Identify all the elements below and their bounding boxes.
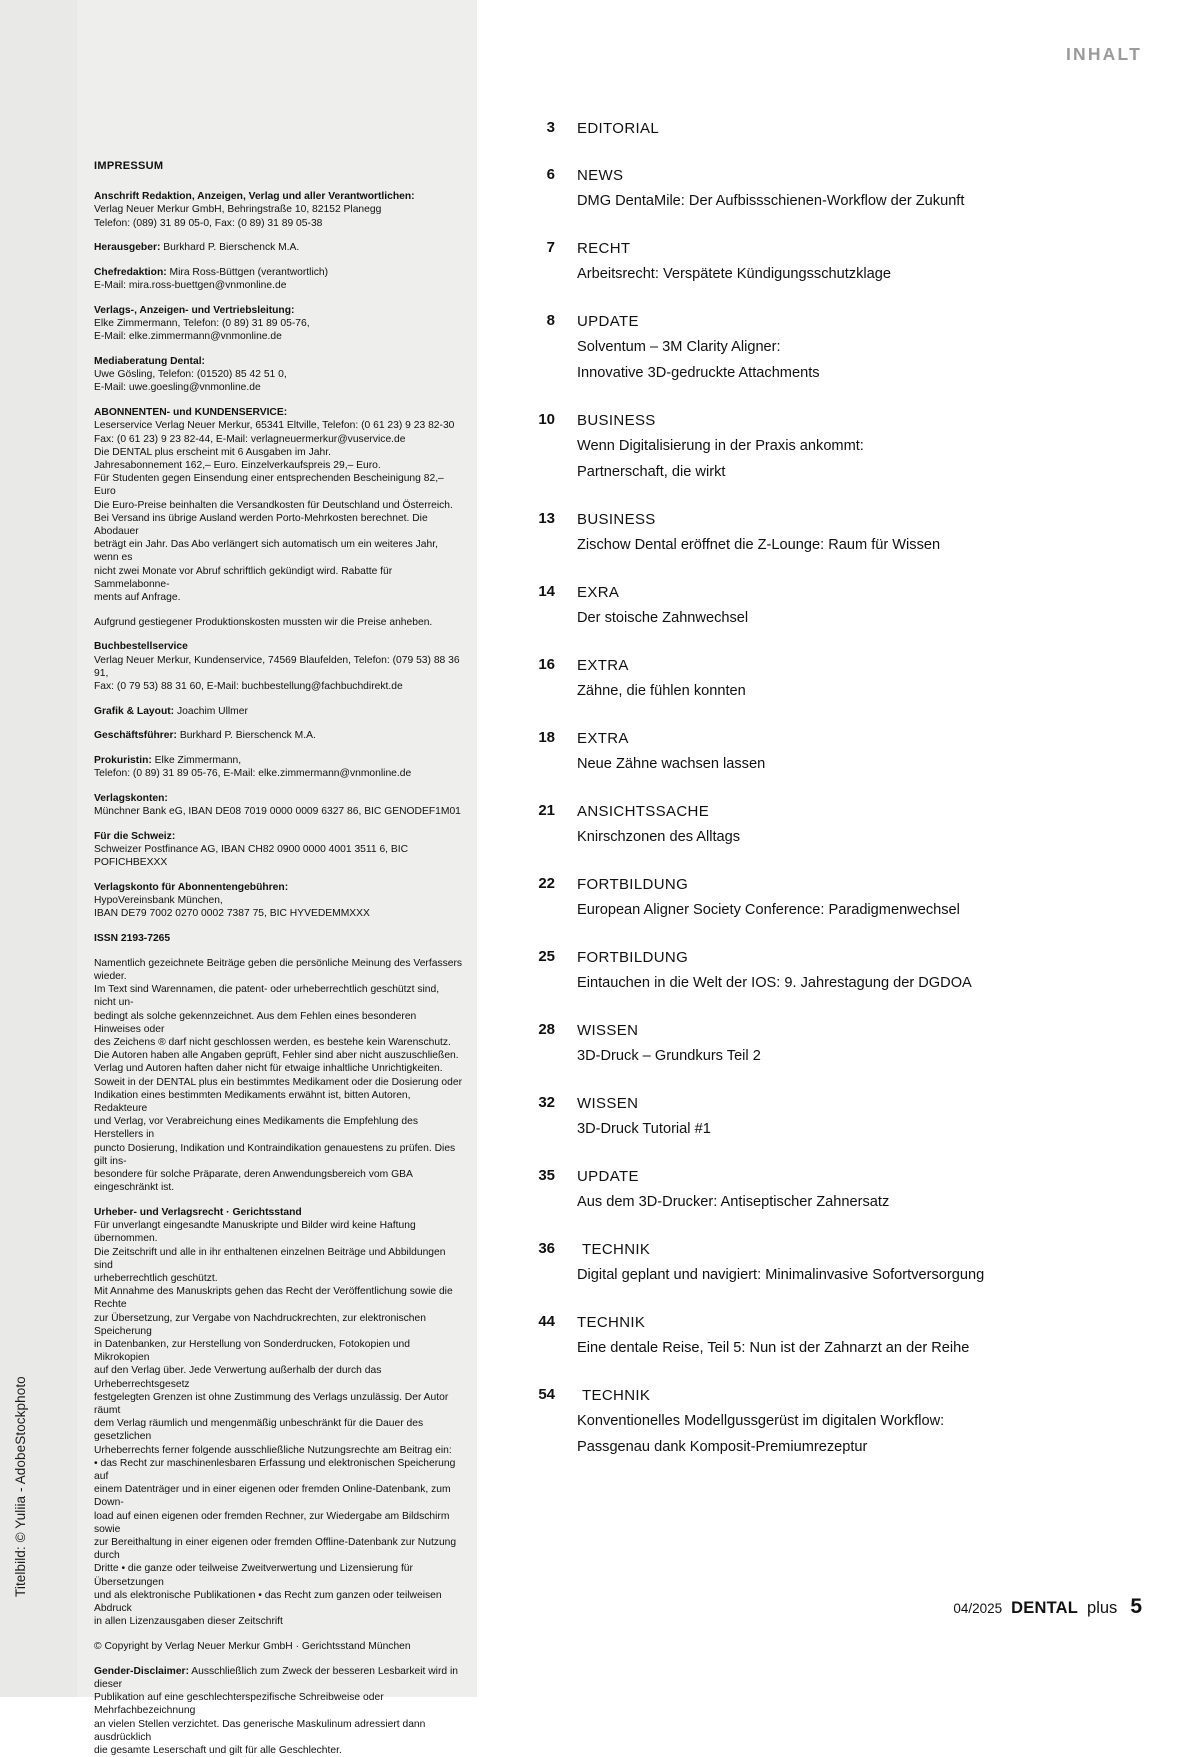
impressum-line: bedingt als solche gekennzeichnet. Aus dem Fehlen eines besonderen Hinweises oder: [94, 1010, 417, 1035]
toc-entry-body: [555, 509, 1135, 557]
impressum-gender-disclaimer: [94, 1665, 463, 1757]
impressum-line: auf den Verlag über. Jede Verwertung außerhalb der durch das Urheberrechtsgesetz: [94, 1365, 382, 1390]
toc-entry[interactable]: [515, 1020, 1135, 1068]
impressum-line: Uwe Gösling, Telefon: (01520) 85 42 51 0,: [94, 369, 287, 381]
page-section-header: INHALT: [1065, 44, 1142, 64]
impressum-line: dem Verlag räumlich und mengenmäßig unbeschränkt für die Dauer des gesetzlichen: [94, 1418, 424, 1443]
toc-subtitle: Der stoische Zahnwechsel: [577, 610, 749, 626]
impressum-block-heading: Herausgeber:: [94, 242, 161, 254]
impressum-line: Publikation auf eine geschlechterspezifische Schreibweise oder Mehrfachbezeichnung: [94, 1692, 384, 1717]
toc-entry-body: [555, 165, 1135, 213]
toc-page-number: 25: [538, 948, 555, 965]
impressum-line: Namentlich gezeichnete Beiträge geben die persönliche Meinung des Verfassers wieder.: [94, 957, 463, 983]
impressum-line: IBAN DE79 7002 0270 0002 7387 75, BIC HYVEDEMMXXX: [94, 908, 370, 920]
toc-rubric: BUSINESS: [577, 511, 656, 528]
toc-entry[interactable]: [515, 311, 1135, 385]
impressum-block-heading: Verlagskonto für Abonnentengebühren:: [94, 882, 289, 894]
impressum-line: Fax: (0 61 23) 9 23 82-44, E-Mail: verlagneuermerkur@vuservice.de: [94, 433, 406, 445]
toc-rubric: WISSEN: [577, 1095, 639, 1112]
impressum-rights-section: [94, 1206, 463, 1629]
toc-entry[interactable]: [515, 947, 1135, 995]
toc-rubric: ANSICHTSSACHE: [577, 803, 710, 820]
toc-page-number: 44: [538, 1313, 555, 1330]
impressum-line: Telefon: (089) 31 89 05-0, Fax: (0 89) 31 89 05-38: [94, 217, 323, 229]
impressum-block-heading: Anschrift Redaktion, Anzeigen, Verlag und aller Verantwortlichen:: [94, 191, 415, 203]
impressum-block-heading: Prokuristin:: [94, 755, 152, 767]
impressum-line: Ausschließlich zum Zweck der besseren Lesbarkeit wird in dieser: [94, 1665, 458, 1690]
toc-rubric: EXRA: [577, 584, 620, 601]
impressum-block-heading: Buchbestellservice: [94, 641, 188, 653]
toc-page-number: 18: [538, 729, 555, 746]
toc-subtitle: Konventionelles Modellgussgerüst im digitalen Workflow:: [577, 1413, 945, 1429]
impressum-block-inline: Burkhard P. Bierschenck M.A.: [160, 242, 300, 254]
toc-subtitle: 3D-Druck Tutorial #1: [577, 1121, 711, 1137]
impressum-line: • das Recht zur maschinenlesbaren Erfassung und elektronischen Speicherung auf: [94, 1457, 456, 1483]
impressum-line: Verlag Neuer Merkur GmbH, Behringstraße 10, 82152 Planegg: [94, 204, 382, 216]
toc-page-number: 3: [546, 119, 555, 136]
toc-rubric: EXTRA: [577, 657, 629, 674]
impressum-line: zur Bereithaltung in einer eigenen oder fremden Offline-Datenbank zur Nutzung durch: [94, 1537, 457, 1562]
impressum-line: Elke Zimmermann, Telefon: (0 89) 31 89 05-76,: [94, 318, 310, 330]
impressum-panel: [77, 0, 477, 1756]
toc-page-number: 28: [538, 1021, 555, 1038]
impressum-block: [94, 266, 463, 292]
impressum-line: beträgt ein Jahr. Das Abo verlängert sich automatisch um ein weiteres Jahr, wenn es: [94, 539, 438, 564]
toc-rubric: UPDATE: [577, 313, 639, 330]
toc-subtitle: Eine dentale Reise, Teil 5: Nun ist der Zahnarzt an der Reihe: [577, 1340, 970, 1356]
toc-page-number: 21: [538, 802, 555, 819]
toc-entry[interactable]: [515, 874, 1135, 922]
toc-entry[interactable]: [515, 118, 1135, 140]
toc-entry-body: [555, 1166, 1135, 1214]
toc-rubric: BUSINESS: [577, 412, 656, 429]
toc-entry[interactable]: [515, 801, 1135, 849]
impressum-block: [94, 705, 463, 718]
toc-page-number: 10: [538, 411, 555, 428]
toc-subtitle: Aus dem 3D-Drucker: Antiseptischer Zahnersatz: [577, 1194, 890, 1210]
toc-entry[interactable]: [515, 728, 1135, 776]
toc-page-number: 32: [538, 1094, 555, 1111]
toc-page-number: 13: [538, 510, 555, 527]
impressum-line: urheberrechtlich geschützt.: [94, 1273, 218, 1285]
impressum-line: Für Studenten gegen Einsendung einer entsprechenden Bescheinigung 82,– Euro: [94, 473, 444, 498]
impressum-block: [94, 355, 463, 395]
toc-page-number: 36: [538, 1240, 555, 1257]
impressum-block: [94, 754, 463, 780]
impressum-block-heading: Grafik & Layout:: [94, 705, 175, 717]
impressum-line: Jahresabonnement 162,– Euro. Einzelverkaufspreis 29,– Euro.: [94, 459, 381, 471]
toc-subtitle: Solventum – 3M Clarity Aligner:: [577, 339, 781, 355]
toc-subtitle: Eintauchen in die Welt der IOS: 9. Jahrestagung der DGDOA: [577, 975, 972, 991]
impressum-block-heading: Für die Schweiz:: [94, 830, 176, 842]
toc-subtitle: 3D-Druck – Grundkurs Teil 2: [577, 1048, 761, 1064]
impressum-line: Mit Annahme des Manuskripts gehen das Recht der Veröffentlichung sowie die Rechte: [94, 1286, 453, 1311]
impressum-block: [94, 640, 463, 693]
toc-subtitle: Neue Zähne wachsen lassen: [577, 756, 766, 772]
toc-page-number: 16: [538, 656, 555, 673]
impressum-line: des Zeichens ® darf nicht geschlossen werden, es bestehe kein Warenschutz.: [94, 1037, 451, 1049]
toc-page-number: 6: [546, 166, 555, 183]
toc-entry-body: [555, 238, 1135, 286]
impressum-rights-heading: Urheber- und Verlagsrecht · Gerichtsstand: [94, 1207, 302, 1218]
toc-entry[interactable]: [515, 238, 1135, 286]
impressum-block-inline: Joachim Ullmer: [174, 705, 248, 717]
impressum-line: Die Autoren haben alle Angaben geprüft, Fehler sind aber nicht auszuschließen.: [94, 1050, 459, 1062]
toc-rubric: EXTRA: [577, 730, 629, 747]
toc-entry-body: [555, 947, 1135, 995]
toc-rubric: TECHNIK: [582, 1241, 651, 1258]
impressum-copyright: © Copyright by Verlag Neuer Merkur GmbH · Gerichtsstand München: [94, 1641, 411, 1652]
impressum-block: [94, 830, 463, 870]
toc-entry-body: [555, 1385, 1135, 1459]
page-number: 5: [1130, 1595, 1142, 1618]
toc-subtitle: European Aligner Society Conference: Paradigmenwechsel: [577, 902, 960, 918]
impressum-line: ments auf Anfrage.: [94, 591, 181, 603]
gender-disclaimer-text: [94, 1666, 463, 1757]
toc-entry-body: [555, 874, 1135, 922]
toc-entry-body: [555, 410, 1135, 484]
toc-page-number: 14: [538, 583, 555, 600]
impressum-block-inline: Elke Zimmermann,: [151, 755, 242, 767]
impressum-line: Telefon: (0 89) 31 89 05-76, E-Mail: elke.zimmermann@vnmonline.de: [94, 768, 412, 780]
impressum-line: einem Datenträger und in einer eigenen oder fremden Online-Datenbank, zum Down-: [94, 1484, 451, 1509]
gender-disclaimer-heading: Gender-Disclaimer:: [94, 1665, 189, 1677]
toc-entry[interactable]: [515, 655, 1135, 703]
impressum-line: Münchner Bank eG, IBAN DE08 7019 0000 0009 6327 86, BIC GENODEF1M01: [94, 806, 461, 818]
toc-page-number: 22: [538, 875, 555, 892]
impressum-block: [94, 881, 463, 921]
impressum-line: Bei Versand ins übrige Ausland werden Porto-Mehrkosten berechnet. Die Abodauer: [94, 512, 428, 537]
toc-page-number: 8: [546, 312, 555, 329]
impressum-line: E-Mail: elke.zimmermann@vnmonline.de: [94, 331, 282, 343]
impressum-line: load auf einen eigenen oder fremden Rechner, zur Wiedergabe am Bildschirm sowie: [94, 1510, 450, 1535]
impressum-line: und Verlag, vor Verabreichung eines Medikaments die Empfehlung des Herstellers in: [94, 1116, 418, 1141]
impressum-line: puncto Dosierung, Indikation und Kontraindikation genauestens zu prüfen. Dies gilt ins-: [94, 1142, 456, 1167]
impressum-block-inline: Mira Ross-Büttgen (verantwortlich): [166, 267, 329, 279]
impressum-line: Im Text sind Warennamen, die patent- oder urheberrechtlich geschützt sind, nicht un-: [94, 984, 440, 1009]
toc-rubric: TECHNIK: [582, 1387, 651, 1404]
impressum-block-heading: Verlags-, Anzeigen- und Vertriebsleitung:: [94, 304, 295, 316]
toc-entry-body: [555, 118, 1135, 140]
toc-rubric: TECHNIK: [577, 1314, 646, 1331]
toc-entry[interactable]: [515, 509, 1135, 557]
impressum-block: [94, 406, 463, 604]
impressum-line: in allen Lizenzausgaben dieser Zeitschrift: [94, 1616, 283, 1628]
impressum-line: Die Zeitschrift und alle in ihr enthaltenen einzelnen Beiträge und Abbildungen sind: [94, 1246, 446, 1271]
impressum-line: Für unverlangt eingesandte Manuskripte und Bilder wird keine Haftung übernommen.: [94, 1220, 416, 1245]
toc-rubric: UPDATE: [577, 1168, 639, 1185]
toc-entry-body: [555, 1020, 1135, 1068]
toc-subtitle: Wenn Digitalisierung in der Praxis ankommt:: [577, 438, 864, 454]
toc-entry-body: [555, 728, 1135, 776]
impressum-line: besondere für solche Präparate, deren Anwendungsbereich vom GBA eingeschränkt ist.: [94, 1169, 413, 1194]
impressum-line: Verlag und Autoren haften daher nicht für etwaige inhaltliche Unrichtigkeiten.: [94, 1063, 443, 1075]
toc-rubric: RECHT: [577, 240, 631, 257]
impressum-rights-text: [94, 1219, 463, 1628]
impressum-title: IMPRESSUM: [94, 160, 164, 172]
impressum-block: [94, 190, 463, 230]
toc-entry-body: [555, 1239, 1135, 1287]
impressum-line: HypoVereinsbank München,: [94, 895, 223, 907]
toc-entry[interactable]: [515, 165, 1135, 213]
impressum-disclaimer-general: [94, 957, 463, 1195]
brand-suffix: plus: [1087, 1599, 1118, 1617]
toc-entry-body: [555, 1093, 1135, 1141]
impressum-block-heading: Chefredaktion:: [94, 267, 167, 279]
impressum-block-heading: ABONNENTEN- und KUNDENSERVICE:: [94, 407, 288, 419]
left-bleed-strip: [0, 0, 77, 1697]
photo-credit: Titelbild: © Yuliia - AdobeStockphoto: [13, 1376, 28, 1597]
impressum-line: Schweizer Postfinance AG, IBAN CH82 0900 0000 4001 3511 6, BIC POFICHBEXXX: [94, 844, 409, 869]
toc-subtitle: Passgenau dank Komposit-Premiumrezeptur: [577, 1439, 868, 1455]
toc-entry-body: [555, 582, 1135, 630]
impressum-line: die gesamte Leserschaft und gilt für alle Geschlechter.: [94, 1744, 342, 1756]
impressum-line: nicht zwei Monate vor Abruf schriftlich gekündigt wird. Rabatte für Sammelabonne-: [94, 565, 393, 590]
toc-rubric: FORTBILDUNG: [577, 876, 689, 893]
page-footer: [953, 1595, 1142, 1619]
toc-entry[interactable]: [515, 1239, 1135, 1287]
toc-subtitle: Partnerschaft, die wirkt: [577, 464, 726, 480]
impressum-block-inline: Burkhard P. Bierschenck M.A.: [176, 730, 316, 742]
toc-subtitle: Knirschzonen des Alltags: [577, 829, 741, 845]
impressum-block-heading: Geschäftsführer:: [94, 730, 177, 742]
impressum-line: Dritte • die ganze oder teilweise Zweitverwertung und Lizensierung für Übersetzungen: [94, 1563, 413, 1588]
impressum-line: E-Mail: mira.ross-buettgen@vnmonline.de: [94, 280, 287, 292]
toc-entry[interactable]: [515, 410, 1135, 484]
impressum-block-heading: Mediaberatung Dental:: [94, 356, 205, 368]
impressum-blocks: [94, 190, 463, 945]
impressum-line: Leserservice Verlag Neuer Merkur, 65341 Eltville, Telefon: (0 61 23) 9 23 82-30: [94, 420, 455, 432]
toc-entry-body: [555, 655, 1135, 703]
impressum-line: Indikation eines bestimmten Medikaments erwähnt ist, bitten Autoren, Redakteure: [94, 1089, 411, 1115]
impressum-line: Die DENTAL plus erscheint mit 6 Ausgaben im Jahr.: [94, 446, 331, 458]
impressum-line: an vielen Stellen verzichtet. Das generische Maskulinum adressiert dann ausdrücklich: [94, 1718, 426, 1743]
impressum-block: [94, 729, 463, 742]
impressum-line: Aufgrund gestiegener Produktionskosten mussten wir die Preise anheben.: [94, 616, 433, 628]
impressum-block-heading: Verlagskonten:: [94, 793, 168, 805]
impressum-line: Fax: (0 79 53) 88 31 60, E-Mail: buchbestellung@fachbuchdirekt.de: [94, 681, 403, 692]
impressum-line: Soweit in der DENTAL plus ein bestimmtes Medikament oder die Dosierung oder: [94, 1076, 462, 1088]
toc-entry-body: [555, 1312, 1135, 1360]
toc-rubric: WISSEN: [577, 1022, 639, 1039]
impressum-line: Verlag Neuer Merkur, Kundenservice, 74569 Blaufelden, Telefon: (079 53) 88 36 91,: [94, 654, 460, 679]
impressum-line: in Datenbanken, zur Herstellung von Sonderdrucken, Fotokopien und Mikrokopien: [94, 1339, 410, 1364]
toc-rubric: FORTBILDUNG: [577, 949, 689, 966]
issue-number: 04/2025: [953, 1601, 1003, 1616]
impressum-block-heading: ISSN 2193-7265: [94, 933, 171, 945]
impressum-block: [94, 792, 463, 818]
toc-subtitle: DMG DentaMile: Der Aufbissschienen-Workflow der Zukunft: [577, 193, 965, 209]
toc-page-number: 7: [546, 239, 555, 256]
impressum-line: Urheberrechts ferner folgende ausschließliche Nutzungsrechte am Beitrag ein:: [94, 1444, 452, 1456]
toc-entry[interactable]: [515, 1312, 1135, 1360]
toc-entry-body: [555, 801, 1135, 849]
toc-page-number: 54: [538, 1386, 555, 1403]
toc-entry[interactable]: [515, 1093, 1135, 1141]
toc-subtitle: Zähne, die fühlen konnten: [577, 683, 746, 699]
toc-entry[interactable]: [515, 1166, 1135, 1214]
brand-name: DENTAL: [1011, 1599, 1079, 1617]
toc-subtitle: Zischow Dental eröffnet die Z-Lounge: Raum für Wissen: [577, 537, 941, 553]
toc-subtitle: Innovative 3D-gedruckte Attachments: [577, 365, 820, 381]
impressum-line: Die Euro-Preise beinhalten die Versandkosten für Deutschland und Österreich.: [94, 499, 453, 511]
toc-entry-body: [555, 311, 1135, 385]
impressum-line: zur Übersetzung, zur Vergabe von Nachdruckrechten, zur elektronischen Speicherung: [94, 1312, 426, 1337]
toc-page-number: 35: [538, 1167, 555, 1184]
toc-rubric: NEWS: [577, 167, 624, 184]
toc-subtitle: Arbeitsrecht: Verspätete Kündigungsschutzklage: [577, 266, 891, 282]
impressum-line: und als elektronische Publikationen • das Recht zum ganzen oder teilweisen Abdruck: [94, 1589, 442, 1615]
toc-subtitle: Digital geplant und navigiert: Minimalinvasive Sofortversorgung: [577, 1267, 985, 1283]
toc-entry[interactable]: [515, 582, 1135, 630]
impressum-block: [94, 304, 463, 344]
toc-entry[interactable]: [515, 1385, 1135, 1459]
impressum-block: [94, 241, 463, 254]
toc-rubric: EDITORIAL: [577, 120, 660, 137]
impressum-block: [94, 932, 463, 945]
table-of-contents: [515, 118, 1135, 1484]
impressum-block: [94, 616, 463, 629]
impressum-line: festgelegten Grenzen ist ohne Zustimmung des Verlags unzulässig. Der Autor räumt: [94, 1391, 449, 1417]
impressum-line: E-Mail: uwe.goesling@vnmonline.de: [94, 382, 261, 394]
